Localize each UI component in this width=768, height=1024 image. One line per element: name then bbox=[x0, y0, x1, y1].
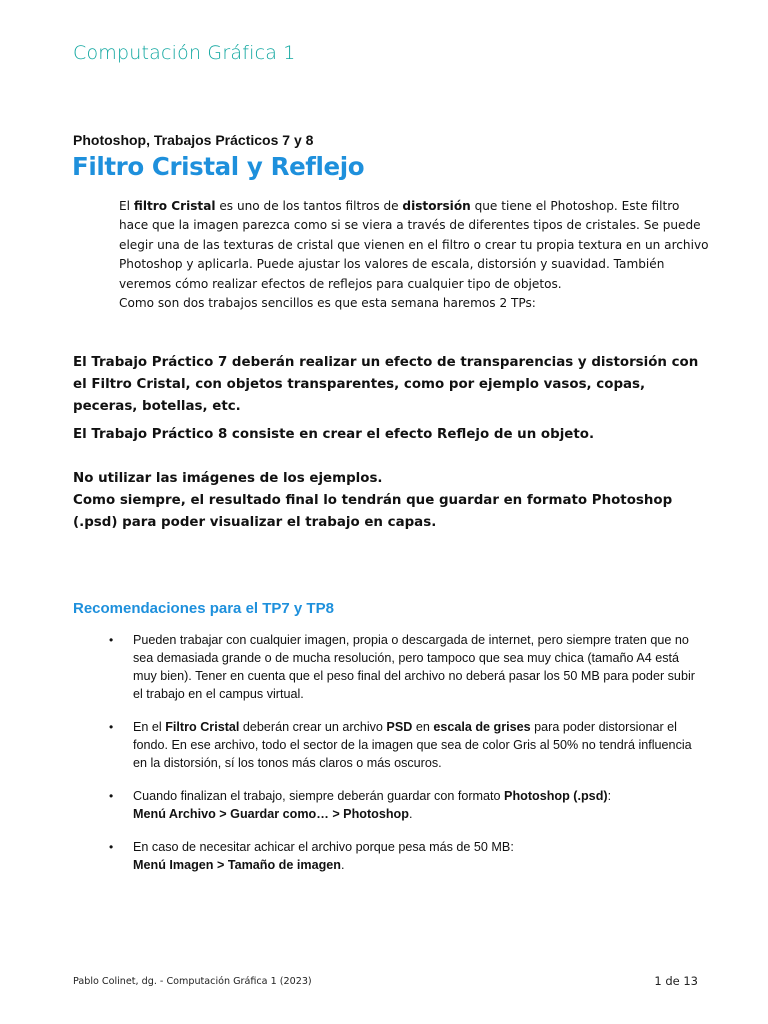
footer-author: Pablo Colinet, dg. - Computación Gráfica 1 (2023) bbox=[73, 976, 312, 987]
general-notes bbox=[73, 468, 713, 534]
list-item-emphasis: escala de grises bbox=[433, 720, 531, 734]
section-subtitle: Photoshop, Trabajos Prácticos 7 y 8 bbox=[73, 132, 314, 148]
list-item bbox=[0, 838, 703, 874]
bullet-icon: • bbox=[109, 720, 114, 734]
recommendations-list bbox=[0, 631, 768, 889]
list-item-text: deberán crear un archivo bbox=[239, 720, 387, 734]
list-item-text: : bbox=[607, 789, 612, 803]
bullet-icon: • bbox=[109, 789, 114, 803]
list-item-text: En el bbox=[133, 720, 166, 734]
page-number: 1 de 13 bbox=[654, 974, 698, 988]
list-item-text: . bbox=[408, 807, 413, 821]
intro-note: Como son dos trabajos sencillos es que esta semana haremos 2 TPs: bbox=[119, 296, 536, 311]
tp7-text: El Trabajo Práctico 7 deberán realizar un efecto de transparencias y distorsión con el Filtro Cristal, con objetos transparentes, como por ejemplo vasos, copas, peceras, botellas, etc. bbox=[73, 355, 699, 414]
intro-emphasis: distorsión bbox=[402, 199, 471, 213]
bullet-icon: • bbox=[109, 840, 114, 854]
list-item bbox=[0, 631, 703, 703]
note-no-examples: No utilizar las imágenes de los ejemplos. bbox=[73, 471, 383, 486]
list-item bbox=[0, 718, 703, 772]
menu-path: Menú Archivo > Guardar como… > Photoshop bbox=[133, 807, 409, 821]
list-item bbox=[0, 787, 703, 823]
tp7-description bbox=[73, 352, 713, 418]
intro-emphasis: filtro Cristal bbox=[133, 199, 216, 213]
list-item-emphasis: PSD bbox=[386, 720, 413, 734]
tp8-description bbox=[73, 424, 713, 446]
list-item-text: Pueden trabajar con cualquier imagen, propia o descargada de internet, pero siempre traten que no sea demasiada grande o de mucha resolución, pero tampoco que sea muy chica (tamaño A4 está muy bien). Tener en cuenta que el peso final del archivo no deberá pasar los 50 MB para poder subir el trabajo en el campus virtual. bbox=[133, 633, 695, 701]
menu-path: Menú Imagen > Tamaño de imagen bbox=[133, 858, 341, 872]
list-item-text: para poder distorsionar el fondo. En ese archivo, todo el sector de la imagen que sea de color Gris al 50% no tendrá influencia en la distorsión, sí los tonos más claros o más oscuros. bbox=[133, 720, 692, 770]
list-item-emphasis: Photoshop (.psd) bbox=[504, 789, 608, 803]
list-item-text: Cuando finalizan el trabajo, siempre deberán guardar con formato bbox=[133, 789, 505, 803]
list-item-text: En caso de necesitar achicar el archivo porque pesa más de 50 MB: bbox=[133, 840, 514, 854]
course-title: Computación Gráfica 1 bbox=[73, 42, 296, 64]
list-item-emphasis: Filtro Cristal bbox=[165, 720, 240, 734]
note-save-format: Como siempre, el resultado final lo tendrán que guardar en formato Photoshop (.psd) para poder visualizar el trabajo en capas. bbox=[73, 493, 673, 530]
list-item-text: . bbox=[340, 858, 345, 872]
page-title: Filtro Cristal y Reflejo bbox=[72, 152, 365, 181]
intro-text: El bbox=[119, 199, 134, 213]
bullet-icon: • bbox=[109, 633, 114, 647]
intro-paragraph bbox=[119, 197, 709, 313]
recommendations-heading: Recomendaciones para el TP7 y TP8 bbox=[73, 600, 334, 617]
list-item-text: en bbox=[412, 720, 434, 734]
intro-text: es uno de los tantos filtros de bbox=[215, 199, 403, 213]
tp8-text: El Trabajo Práctico 8 consiste en crear el efecto Reflejo de un objeto. bbox=[73, 427, 595, 442]
intro-text: que tiene el Photoshop. Este filtro hace que la imagen parezca como si se viera a través de diferentes tipos de cristales. Se puede elegir una de las texturas de cristal que vienen en el filtro o crear tu propia textura en un archivo Photoshop y aplicarla. Puede ajustar los valores de escala, distorsión y suavidad. También veremos cómo realizar efectos de reflejos para cualquier tipo de objetos. bbox=[119, 199, 709, 291]
